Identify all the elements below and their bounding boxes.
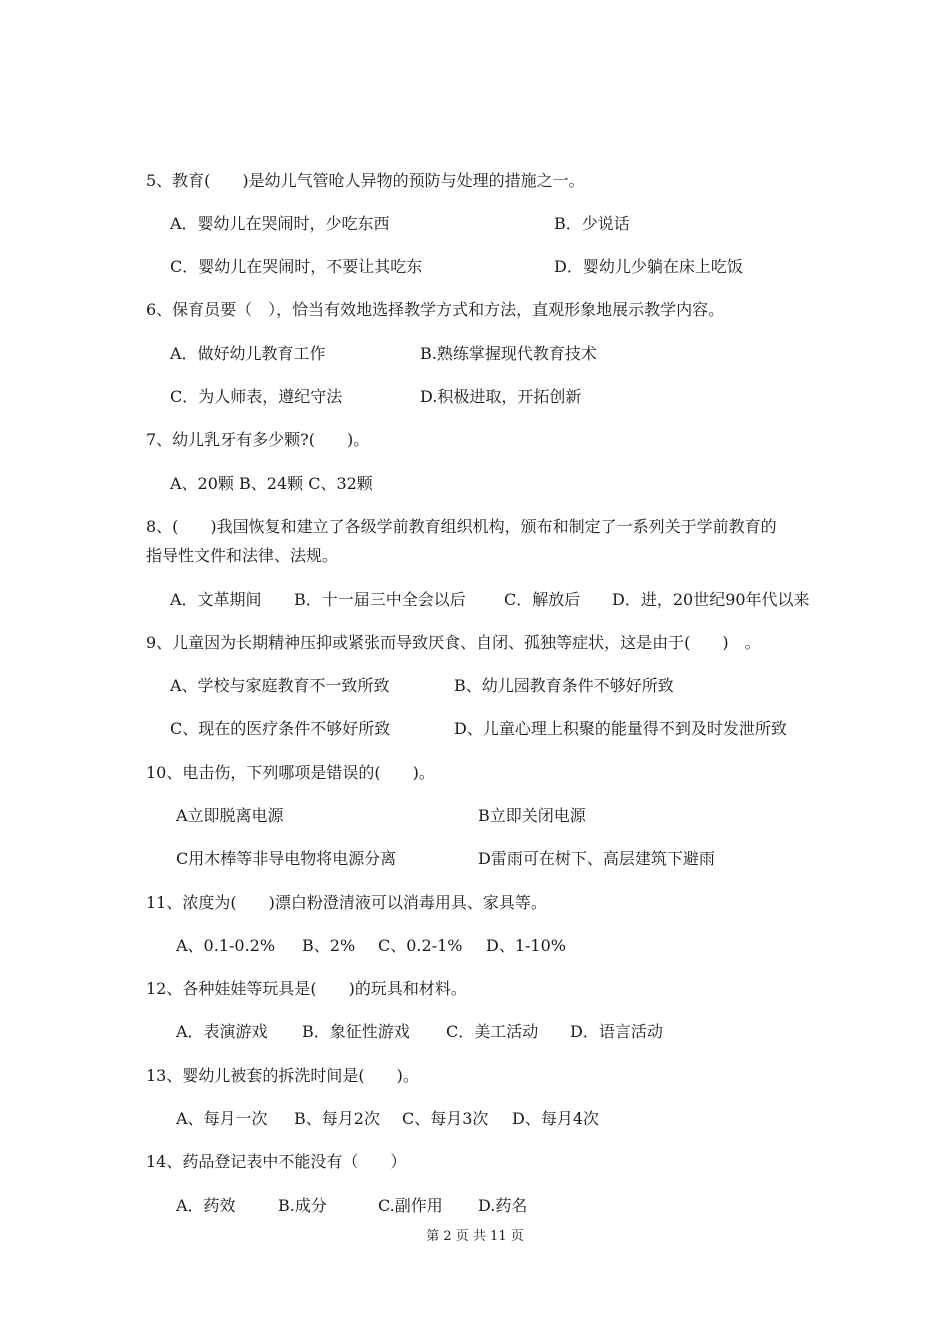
question-6-option-a: A．做好幼儿教育工作 xyxy=(170,344,326,363)
question-5-option-c: C．婴幼儿在哭闹时，不要让其吃东 xyxy=(170,257,423,276)
question-10-option-c: C用木棒等非导电物将电源分离 xyxy=(176,849,397,868)
question-8-option-d: D．进，20世纪90年代以来 xyxy=(612,590,810,609)
question-12-option-d: D．语言活动 xyxy=(570,1022,663,1041)
question-8-stem-line-1: 8、( )我国恢复和建立了各级学前教育组织机构，颁布和制定了一系列关于学前教育的 xyxy=(146,517,777,536)
question-6-option-b: B.熟练掌握现代教育技术 xyxy=(420,344,597,363)
question-14-option-b: B.成分 xyxy=(278,1196,327,1215)
question-5-option-a: A．婴幼儿在哭闹时，少吃东西 xyxy=(170,214,390,233)
question-7-options: A、20颗 B、24颗 C、32颗 xyxy=(170,474,373,493)
question-14-option-d: D.药名 xyxy=(478,1196,528,1215)
question-8-option-c: C．解放后 xyxy=(504,590,581,609)
question-6-option-c: C．为人师表，遵纪守法 xyxy=(170,387,343,406)
question-7-stem: 7、幼儿乳牙有多少颗?( )。 xyxy=(146,430,370,449)
question-11-option-a: A、0.1-0.2% xyxy=(176,936,276,955)
question-8-stem-line-2: 指导性文件和法律、法规。 xyxy=(146,546,339,565)
question-11-option-b: B、2% xyxy=(302,936,356,955)
question-6-option-d: D.积极进取，开拓创新 xyxy=(420,387,582,406)
question-13-option-c: C、每月3次 xyxy=(402,1109,489,1128)
question-5-option-b: B．少说话 xyxy=(554,214,630,233)
question-11-option-d: D、1-10% xyxy=(486,936,566,955)
question-8-option-a: A．文革期间 xyxy=(170,590,262,609)
question-9-option-b: B、幼儿园教育条件不够好所致 xyxy=(454,676,674,695)
question-14-stem: 14、药品登记表中不能没有（ ） xyxy=(146,1152,407,1171)
page-number-footer: 第 2 页 共 11 页 xyxy=(426,1229,524,1244)
question-5-option-d: D．婴幼儿少躺在床上吃饭 xyxy=(554,257,743,276)
question-12-stem: 12、各种娃娃等玩具是( )的玩具和材料。 xyxy=(146,979,467,998)
question-11-stem: 11、浓度为( )漂白粉澄清液可以消毒用具、家具等。 xyxy=(146,893,547,912)
question-9-stem: 9、儿童因为长期精神压抑或紧张而导致厌食、自闭、孤独等症状，这是由于( ) 。 xyxy=(146,633,761,652)
question-13-option-b: B、每月2次 xyxy=(294,1109,380,1128)
question-12-option-a: A．表演游戏 xyxy=(176,1022,268,1041)
question-10-option-b: B立即关闭电源 xyxy=(478,806,586,825)
question-8-option-b: B．十一届三中全会以后 xyxy=(294,590,466,609)
question-10-stem: 10、电击伤，下列哪项是错误的( )。 xyxy=(146,763,435,782)
question-14-option-a: A．药效 xyxy=(176,1196,236,1215)
question-13-stem: 13、婴幼儿被套的拆洗时间是( )。 xyxy=(146,1066,419,1085)
question-14-option-c: C.副作用 xyxy=(378,1196,443,1215)
question-9-option-a: A、学校与家庭教育不一致所致 xyxy=(170,676,390,695)
question-9-option-d: D、儿童心理上积聚的能量得不到及时发泄所致 xyxy=(454,719,787,738)
question-9-option-c: C、现在的医疗条件不够好所致 xyxy=(170,719,391,738)
question-6-stem: 6、保育员要（ ），恰当有效地选择教学方式和方法，直观形象地展示教学内容。 xyxy=(146,300,725,319)
question-11-option-c: C、0.2-1% xyxy=(378,936,463,955)
question-12-option-b: B．象征性游戏 xyxy=(302,1022,410,1041)
question-10-option-a: A立即脱离电源 xyxy=(176,806,284,825)
question-5-stem: 5、教育( )是幼儿气管呛人异物的预防与处理的措施之一。 xyxy=(146,171,585,190)
question-13-option-a: A、每月一次 xyxy=(176,1109,268,1128)
question-12-option-c: C．美工活动 xyxy=(446,1022,539,1041)
question-13-option-d: D、每月4次 xyxy=(512,1109,600,1128)
question-10-option-d: D雷雨可在树下、高层建筑下避雨 xyxy=(478,849,715,868)
